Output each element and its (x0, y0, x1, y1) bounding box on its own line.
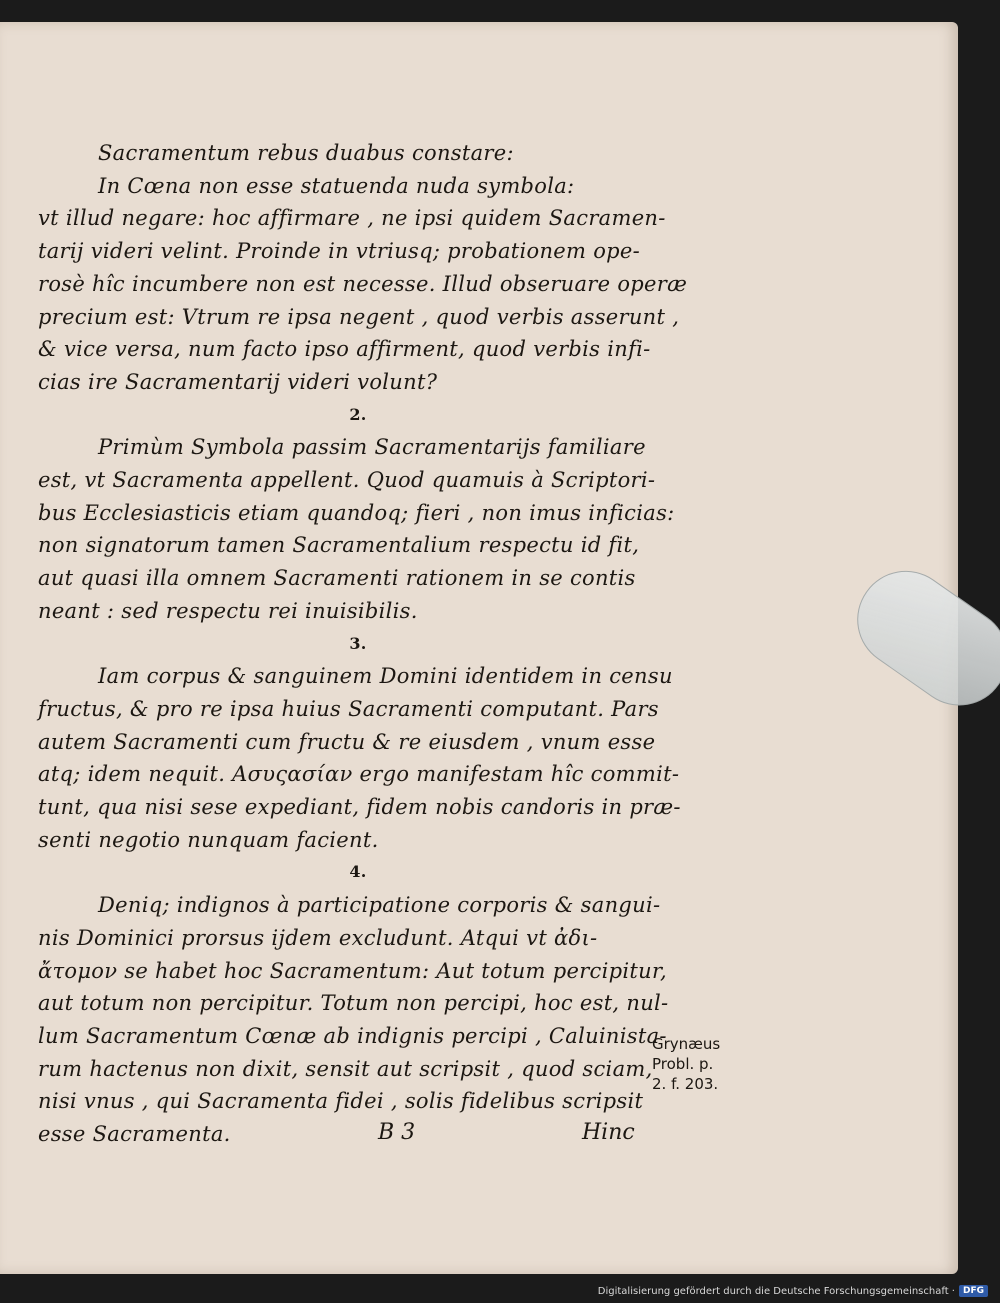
text-line: & vice versa, num facto ipso affirment, quod verbis infi- (38, 337, 651, 362)
text-line: precium est: Vtrum re ipsa negent , quod verbis asserunt , (38, 304, 680, 329)
text-line: autem Sacramenti cum fructu & re eiusdem , vnum esse (38, 729, 656, 754)
text-line: senti negotio nunquam facient. (38, 827, 379, 852)
signature-mark: B 3 (378, 1120, 416, 1145)
text-line: In Cœna non esse statuenda nuda symbola: (98, 173, 575, 198)
section-number: 2. (349, 404, 367, 424)
text-line: nisi vnus , qui Sacramenta fidei , solis fidelibus scripsit (38, 1089, 644, 1114)
text-line: tunt, qua nisi sese expediant, fidem nobis candoris in præ- (38, 795, 681, 820)
text-line: nis Dominici prorsus ijdem excludunt. Atqui vt ἀδι- (38, 925, 598, 950)
glass-page-weight (838, 552, 1000, 724)
dfg-logo-icon: DFG (959, 1285, 988, 1297)
text-line: Deniq; indignos à participatione corporis & sangui- (98, 893, 661, 918)
section-number: 4. (349, 862, 367, 882)
margin-note-line: Grynæus (652, 1035, 721, 1053)
margin-note (652, 1034, 720, 1094)
text-line: lum Sacramentum Cœnæ ab indignis percipi , Caluinista- (38, 1023, 667, 1048)
margin-note-line: Probl. p. (652, 1055, 714, 1073)
text-line: esse Sacramenta. (38, 1122, 231, 1147)
text-line: neant : sed respectu rei inuisibilis. (38, 598, 418, 623)
text-line: Iam corpus & sanguinem Domini identidem in censu (98, 664, 673, 689)
section-number: 3. (349, 633, 367, 653)
text-line: vt illud negare: hoc affirmare , ne ipsi quidem Sacramen- (38, 206, 666, 231)
text-line: ἄτομον se habet hoc Sacramentum: Aut totum percipitur, (38, 958, 667, 983)
book-page (0, 22, 958, 1274)
text-line: Sacramentum rebus duabus constare: (98, 141, 514, 165)
text-line: atq; idem nequit. Ασυςασίαν ergo manifestam hîc commit- (38, 762, 680, 787)
text-line: tarij videri velint. Proinde in vtriusq; probationem ope- (38, 239, 641, 264)
text-line: non signatorum tamen Sacramentalium respectu id fit, (38, 533, 640, 558)
text-line: est, vt Sacramenta appellent. Quod quamuis à Scriptori- (38, 468, 656, 493)
digitization-credit (598, 1285, 988, 1297)
catchword: Hinc (582, 1120, 635, 1145)
text-line: fructus, & pro re ipsa huius Sacramenti computant. Pars (38, 696, 659, 721)
text-line: cias ire Sacramentarij videri volunt? (38, 369, 438, 394)
credit-text: Digitalisierung gefördert durch die Deutsche Forschungsgemeinschaft · (597, 1285, 955, 1297)
text-line: Primùm Symbola passim Sacramentarijs familiare (98, 435, 646, 460)
text-line: rum hactenus non dixit, sensit aut scripsit , quod sciam, (38, 1056, 653, 1081)
text-line: bus Ecclesiasticis etiam quandoq; fieri , non imus inficias: (38, 500, 675, 525)
text-line: aut quasi illa omnem Sacramenti rationem in se contis (38, 566, 636, 591)
margin-note-line: 2. f. 203. (652, 1075, 719, 1093)
text-line: aut totum non percipitur. Totum non percipi, hoc est, nul- (38, 991, 669, 1016)
text-line: rosè hîc incumbere non est necesse. Illud obseruare operæ (38, 271, 688, 296)
